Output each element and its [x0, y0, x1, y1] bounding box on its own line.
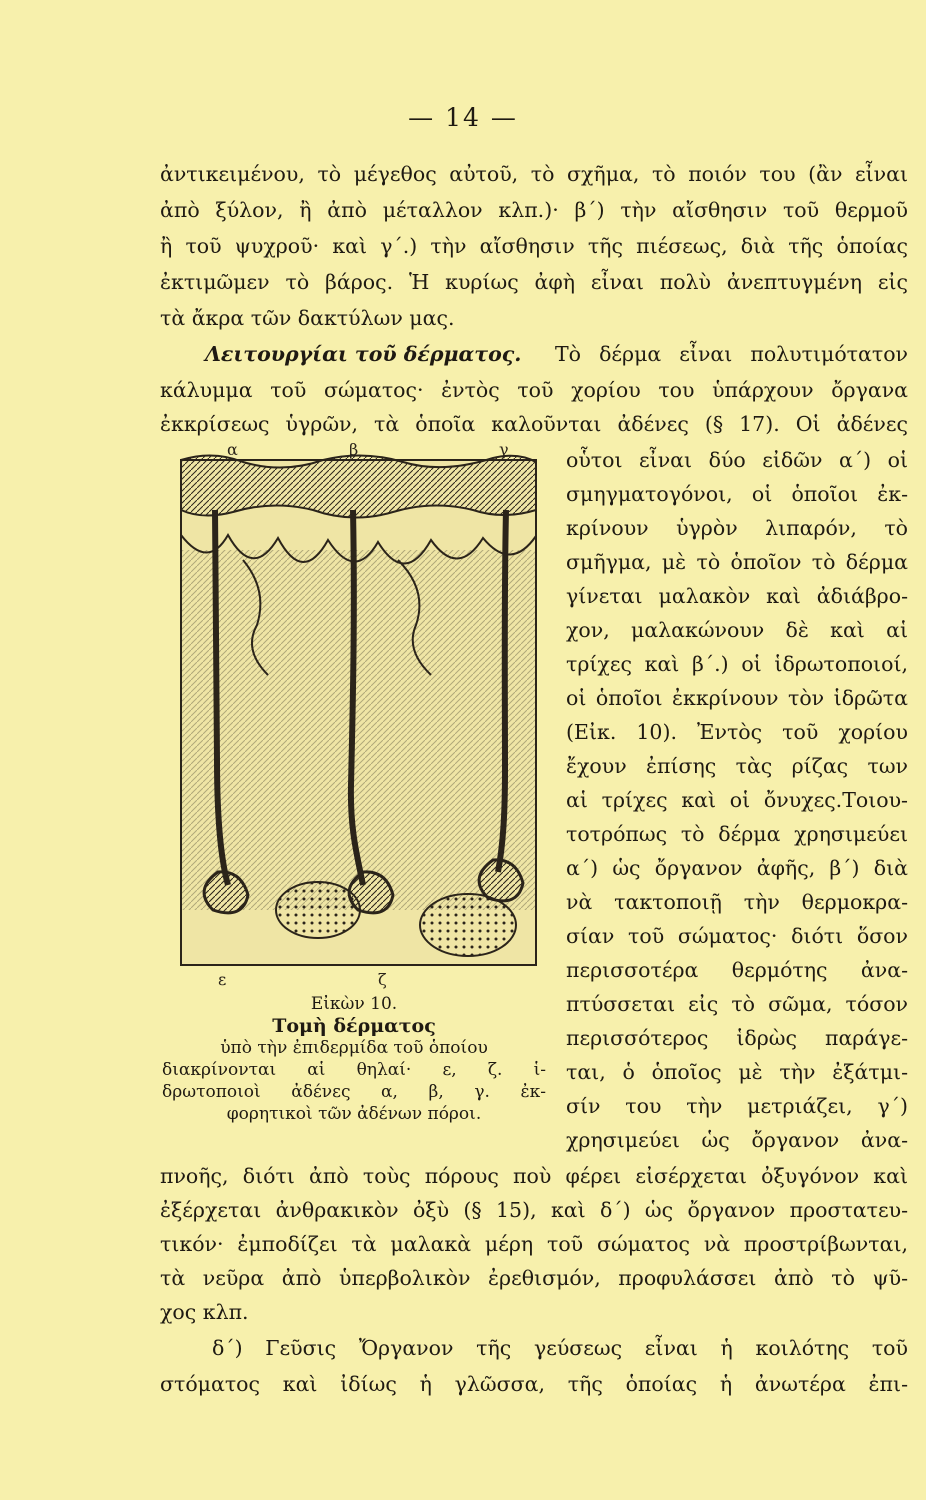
figure-caption-line: διακρίνονται αἱ θηλαί· ε, ζ. ἱ- [162, 1060, 546, 1080]
text-line: περισσότερος ἱδρὼς παράγε- [566, 1026, 908, 1050]
section-heading: Λειτουργίαι τοῦ δέρματος. [205, 342, 522, 366]
text-line: νὰ τακτοποιῇ τὴν θερμοκρα- [566, 890, 908, 914]
figure-caption-label: Εἰκὼν 10. [310, 994, 398, 1014]
figure-caption-title: Τομὴ δέρματος [272, 1015, 436, 1037]
text-line: σίν του τὴν μετριάζει, γ΄) [566, 1094, 908, 1118]
text-line: χρησιμεύει ὡς ὄργανον ἀνα- [566, 1128, 908, 1152]
text-line: χος κλπ. [160, 1300, 249, 1324]
text-line: τὰ ἄκρα τῶν δακτύλων μας. [160, 306, 455, 330]
figure-label-beta: β [349, 440, 359, 459]
figure-label-gamma: γ [499, 440, 509, 459]
text-line: τικόν· ἐμποδίζει τὰ μαλακὰ μέρη τοῦ σώματος νὰ προστρίβωνται, [160, 1232, 908, 1256]
text-line: πνοῆς, διότι ἀπὸ τοὺς πόρους ποὺ φέρει εἰσέρχεται ὀξυγόνον καὶ [160, 1164, 908, 1188]
text-line: ἐξέρχεται ἀνθρακικὸν ὀξὺ (§ 15), καὶ δ΄) ὡς ὄργανον προστατευ- [160, 1198, 908, 1222]
text-line: ἐκκρίσεως ὑγρῶν, τὰ ὁποῖα καλοῦνται ἀδένες (§ 17). Οἱ ἀδένες [160, 412, 908, 436]
figure-label-alpha: α [227, 440, 238, 459]
text-line: ἐκτιμῶμεν τὸ βάρος. Ἡ κυρίως ἀφὴ εἶναι πολὺ ἀνεπτυγμένη εἰς [160, 270, 908, 294]
skin-section-illustration [173, 440, 547, 995]
figure-label-epsilon: ε [218, 970, 227, 989]
fat-lobule [276, 882, 360, 938]
fat-lobule [420, 894, 516, 956]
text-line: ἀντικειμένου, τὸ μέγεθος αὐτοῦ, τὸ σχῆμα, τὸ ποιόν του (ἂν εἶναι [160, 162, 908, 186]
text-line: πτύσσεται εἰς τὸ σῶμα, τόσον [566, 992, 908, 1016]
text-line: α΄) ὡς ὄργανον ἀφῆς, β΄) διὰ [566, 856, 908, 880]
figure-caption-line: φορητικοὶ τῶν ἀδένων πόροι. [226, 1104, 482, 1124]
text-line: οἱ ὁποῖοι ἐκκρίνουν τὸν ἱδρῶτα [566, 686, 908, 710]
text-line: ται, ὁ ὁποῖος μὲ τὴν ἐξάτμι- [566, 1060, 908, 1084]
text-line: γίνεται μαλακὸν καὶ ἀδιάβρο- [566, 584, 908, 608]
text-line: περισσοτέρα θερμότης ἀνα- [566, 958, 908, 982]
text-line: τρίχες καὶ β΄.) οἱ ἱδρωτοποιοί, [566, 652, 908, 676]
figure-caption-line: δρωτοποιοὶ ἀδένες α, β, γ. ἐκ- [162, 1082, 546, 1102]
page-number: — 14 — [408, 103, 518, 132]
text-line: (Εἰκ. 10). Ἐντὸς τοῦ χορίου [566, 720, 908, 744]
text-line: τὰ νεῦρα ἀπὸ ὑπερβολικὸν ἐρεθισμόν, προφυλάσσει ἀπὸ τὸ ψῦ- [160, 1266, 908, 1290]
text-line: τοτρόπως τὸ δέρμα χρησιμεύει [566, 822, 908, 846]
text-line: σμῆγμα, μὲ τὸ ὁποῖον τὸ δέρμα [566, 550, 908, 574]
text-line: σμηγματογόνοι, οἱ ὁποῖοι ἐκ- [566, 482, 908, 506]
text-line: στόματος καὶ ἰδίως ἡ γλῶσσα, τῆς ὁποίας ἡ ἀνωτέρα ἐπι- [160, 1372, 908, 1396]
text-line: Τὸ δέρμα εἶναι πολυτιμότατον [555, 342, 908, 366]
figure-caption-line: ὑπὸ τὴν ἐπιδερμίδα τοῦ ὁποίου [220, 1038, 488, 1058]
text-line: αἱ τρίχες καὶ οἱ ὄνυχες.Τοιου- [566, 788, 908, 812]
text-line: δ΄) Γεῦσις Ὄργανον τῆς γεύσεως εἶναι ἡ κοιλότης τοῦ [212, 1336, 908, 1360]
text-line: ἢ τοῦ ψυχροῦ· καὶ γ΄.) τὴν αἴσθησιν τῆς πιέσεως, διὰ τῆς ὁποίας [160, 234, 908, 258]
text-line: κάλυμμα τοῦ σώματος· ἐντὸς τοῦ χορίου του ὑπάρχουν ὄργανα [160, 378, 908, 402]
text-line: οὗτοι εἶναι δύο εἰδῶν α΄) οἱ [566, 448, 908, 472]
epidermis-layer [181, 455, 536, 517]
text-line: κρίνουν ὑγρὸν λιπαρόν, τὸ [566, 516, 908, 540]
figure-label-zeta: ζ [378, 970, 387, 989]
text-line: σίαν τοῦ σώματος· διότι ὅσον [566, 924, 908, 948]
text-line: ἔχουν ἐπίσης τὰς ρίζας των [566, 754, 908, 778]
text-line: χον, μαλακώνουν δὲ καὶ αἱ [566, 618, 908, 642]
text-line: ἀπὸ ξύλον, ἢ ἀπὸ μέταλλον κλπ.)· β΄) τὴν αἴσθησιν τοῦ θερμοῦ [160, 198, 908, 222]
